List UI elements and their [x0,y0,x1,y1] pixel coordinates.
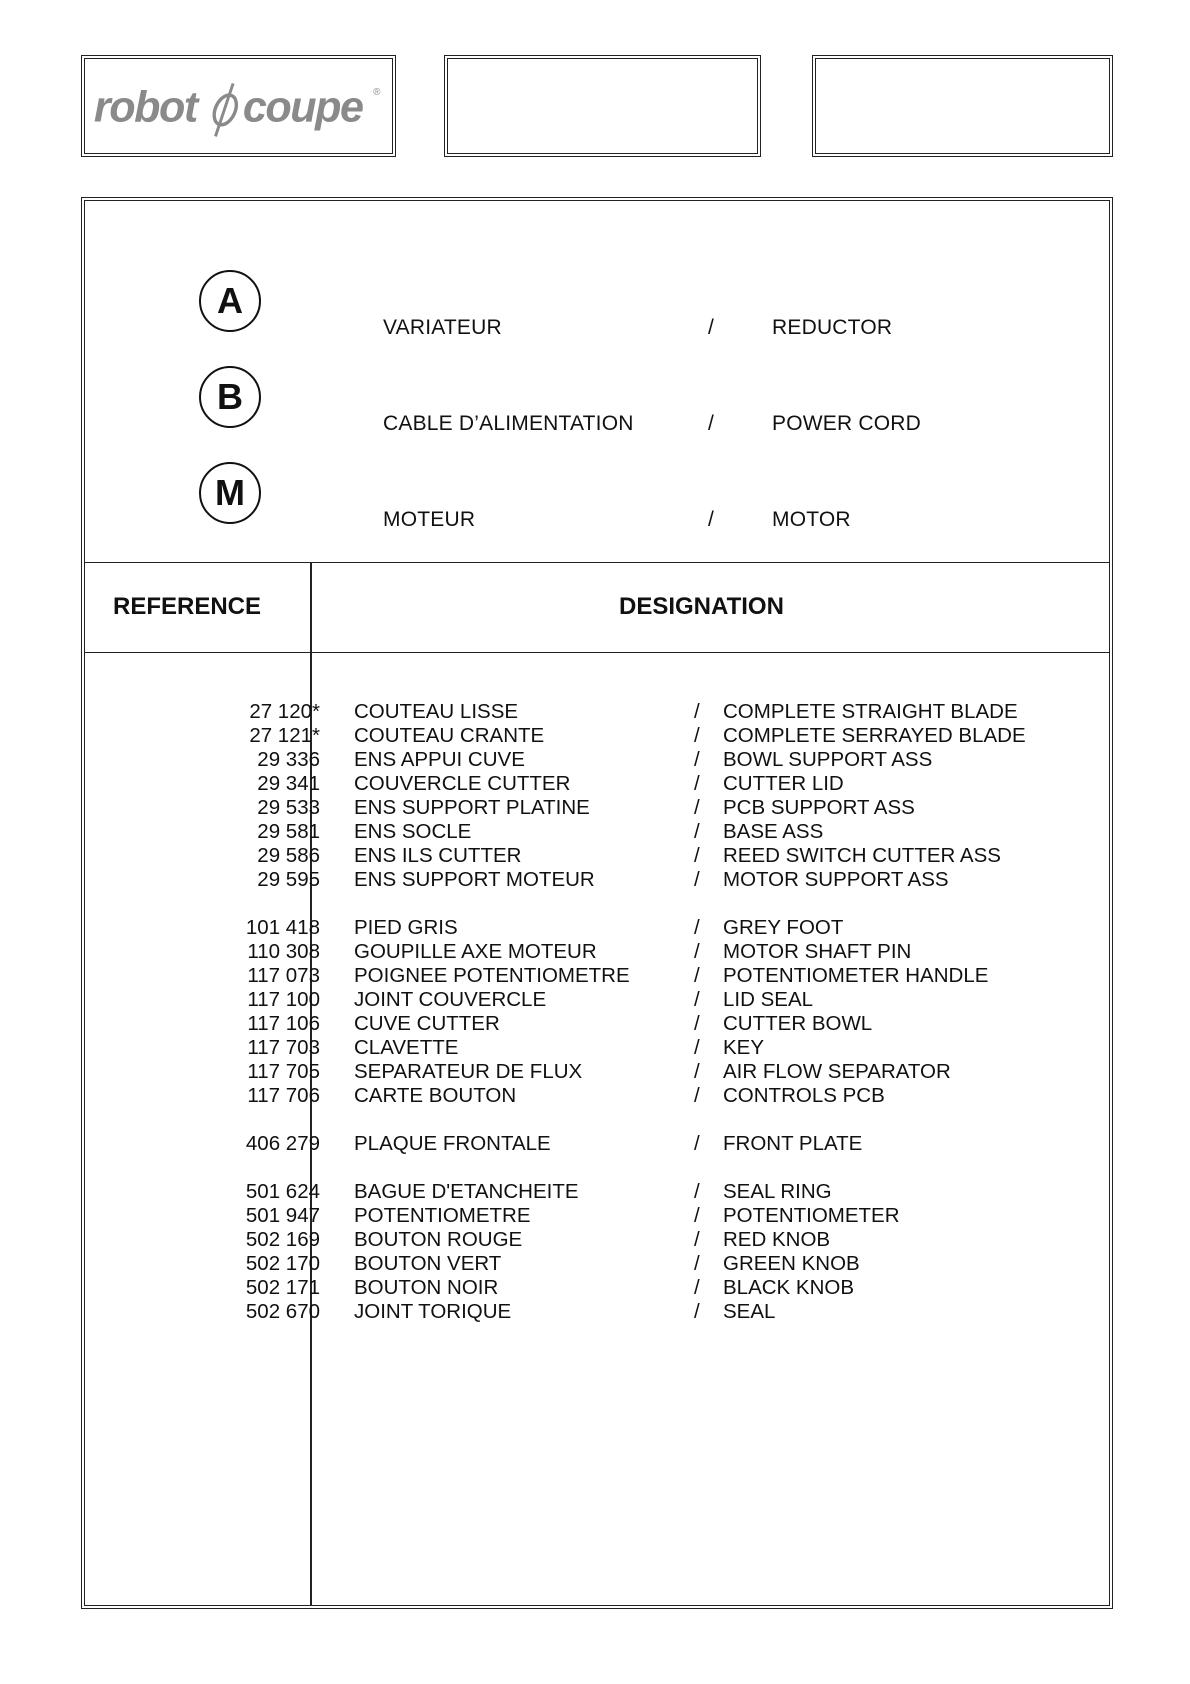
separator: / [694,988,700,1011]
table-row [84,868,1110,892]
designation-fr: POTENTIOMETRE [354,1204,531,1227]
part-reference: 117 073 [247,964,320,987]
part-reference: 502 670 [245,1300,320,1323]
separator: / [694,1012,700,1035]
designation-fr: CLAVETTE [354,1036,459,1059]
table-row [84,1060,1110,1084]
designation-en: REED SWITCH CUTTER ASS [723,844,1001,867]
table-row [84,1300,1110,1324]
separator: / [694,964,700,987]
designation-en: COMPLETE STRAIGHT BLADE [723,700,1018,723]
legend-letter-m: M [199,462,261,524]
designation-en: PCB SUPPORT ASS [723,796,915,819]
table-row [84,820,1110,844]
separator: / [694,940,700,963]
separator: / [694,796,700,819]
designation-fr: ENS APPUI CUVE [354,748,525,771]
designation-en: MOTOR SHAFT PIN [723,940,912,963]
table-row [84,724,1110,748]
brand-right-text: coupe [242,83,363,132]
designation-en: RED KNOB [723,1228,831,1251]
separator: / [694,844,700,867]
designation-fr: COUTEAU LISSE [354,700,519,723]
separator: / [694,1252,700,1275]
designation-fr: SEPARATEUR DE FLUX [354,1060,583,1083]
table-top-divider [84,562,1110,563]
part-reference: 502 170 [245,1252,320,1275]
part-reference: 502 169 [245,1228,320,1251]
designation-en: SEAL [723,1300,776,1323]
legend-en-a: REDUCTOR [772,316,893,339]
designation-fr: BOUTON NOIR [354,1276,499,1299]
legend-fr-a: VARIATEUR [383,316,502,339]
part-reference: 501 624 [245,1180,320,1203]
table-row [84,748,1110,772]
table-row [84,1084,1110,1108]
reference-header: REFERENCE [113,593,262,620]
legend-fr-m: MOTEUR [383,508,476,531]
designation-en: LID SEAL [723,988,814,1011]
separator: / [694,820,700,843]
table-row [84,796,1110,820]
table-row [84,1180,1110,1204]
separator: / [694,700,700,723]
table-row [84,988,1110,1012]
part-reference: 117 706 [247,1084,320,1107]
legend-sep-b: / [708,412,715,435]
designation-en: AIR FLOW SEPARATOR [723,1060,951,1083]
separator: / [694,1300,700,1323]
separator: / [694,1036,700,1059]
table-row [84,844,1110,868]
part-reference: 27 121* [249,724,320,747]
designation-en: BLACK KNOB [723,1276,855,1299]
logo-box [81,55,396,157]
designation-fr: COUVERCLE CUTTER [354,772,571,795]
table-row [84,1012,1110,1036]
part-reference: 29 581 [257,820,320,843]
designation-fr: ENS SUPPORT PLATINE [354,796,590,819]
header-blank-box-1 [444,55,761,157]
part-reference: 29 341 [257,772,320,795]
designation-en: SEAL RING [723,1180,832,1203]
separator: / [694,1204,700,1227]
designation-en: KEY [723,1036,765,1059]
table-row [84,1132,1110,1156]
part-reference: 501 947 [245,1204,320,1227]
header-blank-box-2 [812,55,1113,157]
designation-en: COMPLETE SERRAYED BLADE [723,724,1026,747]
parts-list [84,700,1110,1324]
separator: / [694,724,700,747]
legend-letter-a: A [199,270,261,332]
designation-fr: BAGUE D'ETANCHEITE [354,1180,579,1203]
designation-fr: CARTE BOUTON [354,1084,517,1107]
designation-fr: JOINT TORIQUE [354,1300,512,1323]
designation-en: MOTOR SUPPORT ASS [723,868,949,891]
designation-fr: COUTEAU CRANTE [354,724,545,747]
designation-fr: ENS SOCLE [354,820,472,843]
designation-en: GREY FOOT [723,916,844,939]
part-reference: 29 336 [257,748,320,771]
table-row [84,700,1110,724]
part-reference: 117 106 [247,1012,320,1035]
brand-swirl-icon [210,83,241,136]
separator: / [694,1276,700,1299]
designation-en: GREEN KNOB [723,1252,860,1275]
part-reference: 110 308 [247,940,320,963]
designation-fr: GOUPILLE AXE MOTEUR [354,940,597,963]
part-reference: 117 100 [247,988,320,1011]
designation-fr: PIED GRIS [354,916,458,939]
table-row [84,1252,1110,1276]
designation-fr: ENS ILS CUTTER [354,844,522,867]
separator: / [694,1132,700,1155]
designation-fr: BOUTON ROUGE [354,1228,523,1251]
designation-en: BOWL SUPPORT ASS [723,748,933,771]
part-reference: 27 120* [249,700,320,723]
table-row [84,964,1110,988]
separator: / [694,748,700,771]
designation-fr: CUVE CUTTER [354,1012,500,1035]
designation-fr: BOUTON VERT [354,1252,502,1275]
table-row [84,1036,1110,1060]
legend-sep-a: / [708,316,715,339]
designation-header: DESIGNATION [619,593,784,620]
separator: / [694,868,700,891]
table-row [84,1204,1110,1228]
separator: / [694,772,700,795]
designation-en: FRONT PLATE [723,1132,863,1155]
separator: / [694,1228,700,1251]
designation-en: CUTTER BOWL [723,1012,873,1035]
brand-left-text: robot [93,83,197,132]
part-reference: 117 705 [247,1060,320,1083]
designation-en: POTENTIOMETER HANDLE [723,964,989,987]
designation-fr: ENS SUPPORT MOTEUR [354,868,595,891]
robot-coupe-logo [82,56,395,156]
separator: / [694,916,700,939]
designation-fr: PLAQUE FRONTALE [354,1132,551,1155]
separator: / [694,1084,700,1107]
header-bottom-divider [84,652,1110,653]
part-reference: 101 418 [245,916,320,939]
separator: / [694,1060,700,1083]
legend-sep-m: / [708,508,715,531]
table-row [84,1228,1110,1252]
table-row [84,916,1110,940]
legend-letter-b: B [199,366,261,428]
part-reference: 29 533 [257,796,320,819]
legend-en-m: MOTOR [772,508,851,531]
part-reference: 29 586 [257,844,320,867]
table-row [84,940,1110,964]
separator: / [694,1180,700,1203]
designation-en: CONTROLS PCB [723,1084,885,1107]
part-reference: 117 703 [247,1036,320,1059]
designation-fr: POIGNEE POTENTIOMETRE [354,964,630,987]
part-reference: 502 171 [245,1276,320,1299]
part-reference: 29 595 [257,868,320,891]
designation-fr: JOINT COUVERCLE [354,988,547,1011]
designation-en: CUTTER LID [723,772,844,795]
part-reference: 406 279 [245,1132,320,1155]
registered-mark: ® [373,87,381,99]
legend-en-b: POWER CORD [772,412,921,435]
designation-en: POTENTIOMETER [723,1204,900,1227]
table-row [84,1276,1110,1300]
designation-en: BASE ASS [723,820,824,843]
table-row [84,772,1110,796]
legend-fr-b: CABLE D’ALIMENTATION [383,412,634,435]
